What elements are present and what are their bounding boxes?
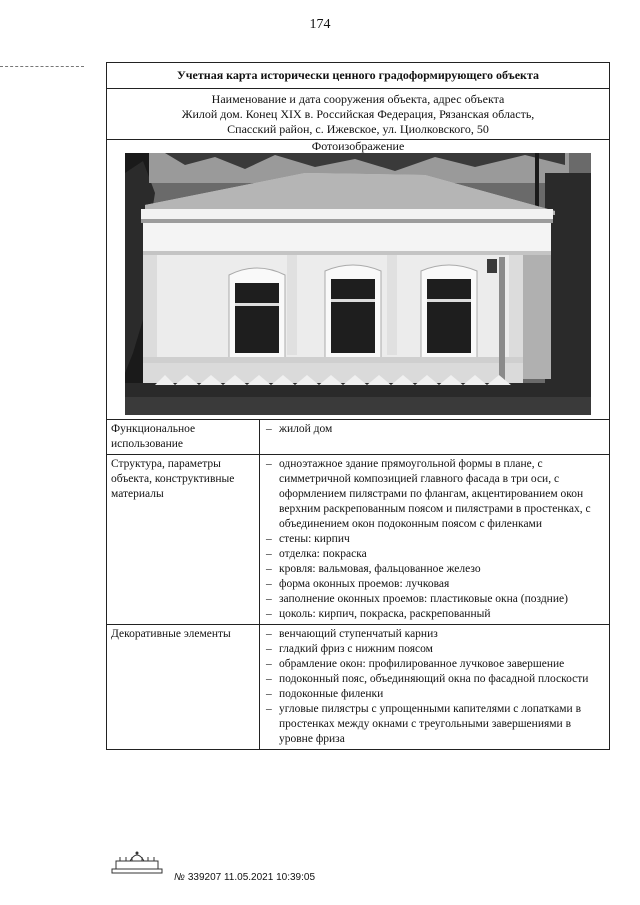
number-symbol: № [174,872,185,883]
list-item: – форма оконных проемов: лучковая [264,577,605,592]
list-item: – венчающий ступенчатый карниз [264,627,605,642]
list-item: – угловые пилястры с упрощенными капителями с лопатками в простенках между окнами с треугольными завершениями в уровне фриза [264,702,605,747]
list-item: – заполнение оконных проемов: пластиковые окна (поздние) [264,592,605,607]
list-item: – жилой дом [264,422,605,437]
list-item: – кровля: вальмовая, фальцованное железо [264,562,605,577]
attributes-table [107,420,609,749]
row-label: Структура, параметры объекта, конструктивные материалы [107,455,260,625]
list-item: – стены: кирпич [264,532,605,547]
row-content [260,455,610,625]
photo-section [107,140,609,420]
house-facade-image [125,153,591,415]
margin-line [0,66,84,67]
house-photo [125,153,591,415]
row-label: Функциональное использование [107,420,260,455]
table-row [107,625,609,750]
list-item: – одноэтажное здание прямоугольной формы в плане, с симметричной композицией главного фасада в три оси, с оформлением пилястрами по флангам, акцентированием окон верхним раскрепованным поясом и пилястрами в простенках, с объединением окон подоконным поясом с филенками [264,457,605,532]
card-title: Учетная карта исторически ценного градоформирующего объекта [107,63,609,89]
row-content [260,420,610,455]
list-item: – гладкий фриз с нижним поясом [264,642,605,657]
list-item: – обрамление окон: профилированное лучковое завершение [264,657,605,672]
row-content [260,625,610,750]
footer [110,849,410,889]
header-line: Спасский район, с. Ижевское, ул. Циолковского, 50 [227,122,489,136]
list-item: – подоконный пояс, объединяющий окна по фасадной плоскости [264,672,605,687]
list-item: – отделка: покраска [264,547,605,562]
row-label: Декоративные элементы [107,625,260,750]
document-stamp [174,872,315,883]
photo-label: Фотоизображение [311,139,405,153]
header-line: Жилой дом. Конец XIX в. Российская Федерация, Рязанская область, [181,107,535,121]
emblem-icon [110,849,164,875]
header-line: Наименование и дата сооружения объекта, адрес объекта [211,92,505,106]
list-item: – цоколь: кирпич, покраска, раскрепованный [264,607,605,622]
page-number: 174 [309,17,331,32]
list-item: – подоконные филенки [264,687,605,702]
table-row [107,455,609,625]
stamp-text: 339207 11.05.2021 10:39:05 [187,872,316,883]
record-card [106,62,610,750]
object-header [107,89,609,140]
table-row [107,420,609,455]
